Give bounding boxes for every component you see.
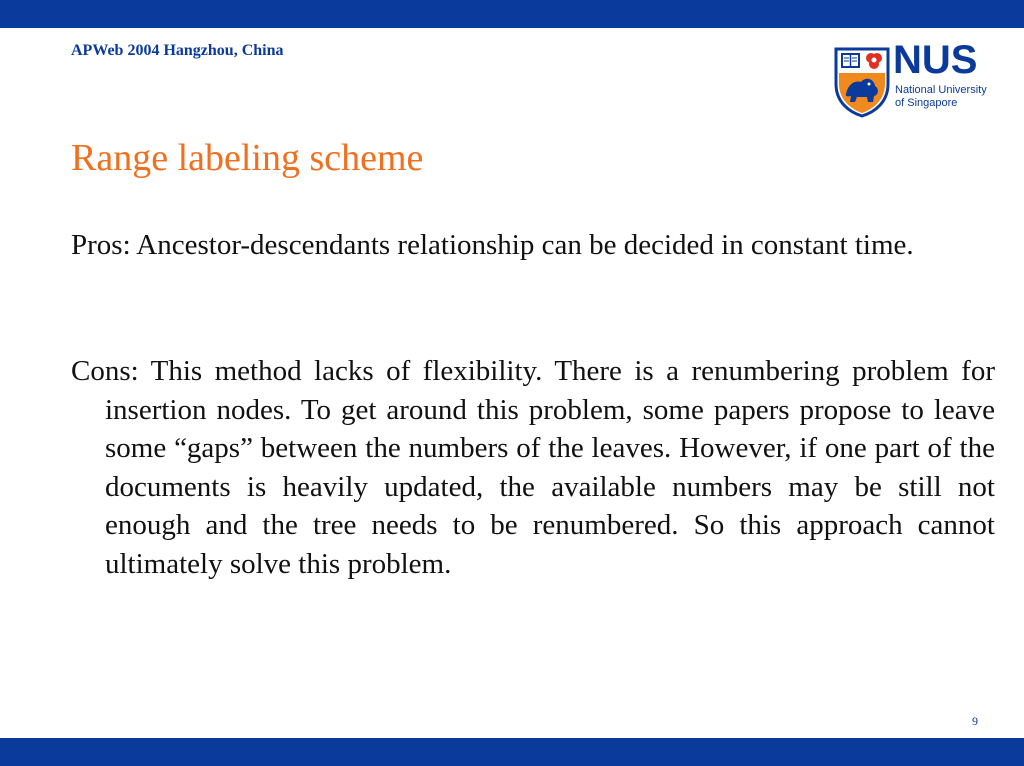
top-band (0, 0, 1024, 28)
cons-label: Cons: (71, 355, 139, 387)
pros-text: Ancestor-descendants relationship can be decided in constant time. (136, 229, 914, 261)
slide-title: Range labeling scheme (71, 137, 424, 179)
bottom-band (0, 738, 1024, 766)
page-number: 9 (972, 714, 978, 728)
cons-paragraph (71, 352, 995, 583)
pros-paragraph (71, 226, 995, 265)
pros-label: Pros: (71, 229, 131, 261)
conference-label: APWeb 2004 Hangzhou, China (71, 42, 284, 59)
cons-text: This method lacks of flexibility. There is a renumbering problem for insertion nodes. To get around this problem, some papers propose to leave some “gaps” between the numbers of the leaves. However, if one part of the documents is heavily updated, the available numbers may be still not enough and the tree needs to be renumbered. So this approach cannot ultimately solve this problem. (105, 355, 995, 580)
logo-abbreviation: NUS (893, 38, 978, 82)
nus-logo (833, 38, 993, 120)
nus-crest-icon (833, 46, 891, 118)
logo-full-name (895, 84, 1005, 110)
logo-name-line-2: of Singapore (895, 97, 958, 109)
logo-name-line-1: National University (895, 84, 987, 96)
